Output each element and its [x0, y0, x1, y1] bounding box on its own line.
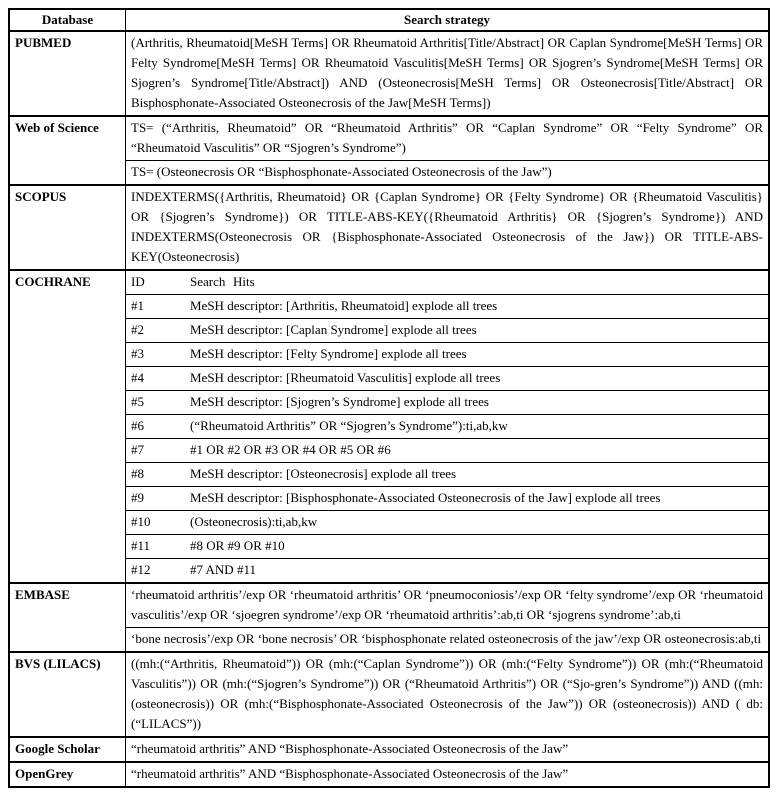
cochrane-search: #8 OR #9 OR #10: [190, 538, 285, 553]
cochrane-cell: [126, 415, 770, 439]
cochrane-search: MeSH descriptor: [Caplan Syndrome] explode all trees: [190, 322, 477, 337]
cochrane-search: MeSH descriptor: [Rheumatoid Vasculitis] explode all trees: [190, 370, 501, 385]
row-cochrane-header: [9, 270, 769, 295]
cochrane-column-header: [126, 270, 770, 295]
cochrane-cell: [126, 487, 770, 511]
cochrane-search: MeSH descriptor: [Arthritis, Rheumatoid] explode all trees: [190, 298, 498, 313]
row-opengrey: [9, 762, 769, 787]
row-bvs-lilacs: [9, 652, 769, 737]
cochrane-cell: [126, 319, 770, 343]
cochrane-cell: [126, 559, 770, 584]
database-web-of-science: Web of Science: [9, 116, 126, 185]
cochrane-search: MeSH descriptor: [Bisphosphonate-Associated Osteonecrosis of the Jaw] explode all trees: [190, 490, 661, 505]
strategy-web-of-science-2: TS= (Osteonecrosis OR “Bisphosphonate-Associated Osteonecrosis of the Jaw”): [126, 161, 770, 186]
cochrane-id: #1: [131, 298, 144, 313]
cochrane-cell: [126, 367, 770, 391]
cochrane-search: MeSH descriptor: [Osteonecrosis] explode all trees: [190, 466, 457, 481]
row-web-of-science: [9, 116, 769, 161]
cochrane-search: #7 AND #11: [190, 562, 256, 577]
strategy-embase-2: ‘bone necrosis’/exp OR ‘bone necrosis’ OR ‘bisphosphonate related osteonecrosis of the jaw’/exp OR osteonecrosis:ab,ti: [126, 628, 770, 653]
cochrane-cell: [126, 439, 770, 463]
cochrane-search: MeSH descriptor: [Felty Syndrome] explode all trees: [190, 346, 467, 361]
cochrane-header-search: Search: [190, 274, 226, 289]
table-header-row: [9, 9, 769, 31]
row-embase: [9, 583, 769, 628]
cochrane-id: #6: [131, 418, 144, 433]
cochrane-header-hits: Hits: [233, 274, 255, 289]
cochrane-header-id: ID: [131, 274, 145, 289]
cochrane-search: (“Rheumatoid Arthritis” OR “Sjogren’s Syndrome”):ti,ab,kw: [190, 418, 508, 433]
search-strategy-table: [8, 8, 770, 788]
cochrane-cell: [126, 343, 770, 367]
strategy-google-scholar: “rheumatoid arthritis” AND “Bisphosphonate-Associated Osteonecrosis of the Jaw”: [126, 737, 770, 762]
cochrane-id: #12: [131, 562, 151, 577]
strategy-pubmed: (Arthritis, Rheumatoid[MeSH Terms] OR Rheumatoid Arthritis[Title/Abstract] OR Caplan Syndrome[MeSH Terms] OR Felty Syndrome[MeSH Terms] OR Rheumatoid Vasculitis[MeSH Terms] OR Sjogren’s Syndrome[MeSH Terms] OR Sjogren’s Syndrome[Title/Abstract]) AND (Osteonecrosis[MeSH Terms] OR Osteonecrosis[Title/Abstract] OR Bisphosphonate-Associated Osteonecrosis of the Jaw[MeSH Terms]): [126, 31, 770, 116]
database-scopus: SCOPUS: [9, 185, 126, 270]
cochrane-cell: [126, 391, 770, 415]
cochrane-id: #7: [131, 442, 144, 457]
strategy-bvs-lilacs: ((mh:(“Arthritis, Rheumatoid”)) OR (mh:(“Caplan Syndrome”)) OR (mh:(“Felty Syndrome”)) OR (mh:(“Rheumatoid Vasculitis”)) OR (mh:(“Sjogren’s Syndrome”)) OR (“Rheumatoid Arthritis”) OR (“Sjo-gren’s Syndrome”)) AND ((mh:(osteonecrosis)) OR (mh:(“Bisphosphonate-Associated Osteonecrosis of the Jaw”)) OR (osteonecrosis)) AND ( db:(“LILACS”)): [126, 652, 770, 737]
header-database: Database: [9, 9, 126, 31]
cochrane-id: #5: [131, 394, 144, 409]
cochrane-id: #11: [131, 538, 151, 553]
header-search-strategy: Search strategy: [126, 9, 770, 31]
cochrane-search: (Osteonecrosis):ti,ab,kw: [190, 514, 318, 529]
cochrane-cell: [126, 463, 770, 487]
row-pubmed: [9, 31, 769, 116]
row-google-scholar: [9, 737, 769, 762]
cochrane-search: MeSH descriptor: [Sjogren’s Syndrome] explode all trees: [190, 394, 489, 409]
row-scopus: [9, 185, 769, 270]
database-pubmed: PUBMED: [9, 31, 126, 116]
database-opengrey: OpenGrey: [9, 762, 126, 787]
cochrane-id: #8: [131, 466, 144, 481]
database-bvs-lilacs: BVS (LILACS): [9, 652, 126, 737]
strategy-web-of-science-1: TS= (“Arthritis, Rheumatoid” OR “Rheumatoid Arthritis” OR “Caplan Syndrome” OR “Felty Syndrome” OR “Rheumatoid Vasculitis” OR “Sjogren’s Syndrome”): [126, 116, 770, 161]
strategy-opengrey: “rheumatoid arthritis” AND “Bisphosphonate-Associated Osteonecrosis of the Jaw”: [126, 762, 770, 787]
cochrane-search: #1 OR #2 OR #3 OR #4 OR #5 OR #6: [190, 442, 391, 457]
cochrane-id: #10: [131, 514, 151, 529]
database-google-scholar: Google Scholar: [9, 737, 126, 762]
database-cochrane: COCHRANE: [9, 270, 126, 583]
database-embase: EMBASE: [9, 583, 126, 652]
cochrane-id: #9: [131, 490, 144, 505]
cochrane-cell: [126, 535, 770, 559]
strategy-scopus: INDEXTERMS({Arthritis, Rheumatoid} OR {Caplan Syndrome} OR {Felty Syndrome} OR {Rheumatoid Vasculitis} OR {Sjogren’s Syndrome}) OR TITLE-ABS-KEY({Rheumatoid Arthritis} OR {Sjogren’s Syndrome}) AND INDEXTERMS(Osteonecrosis OR {Bisphosphonate-Associated Osteonecrosis of the Jaw}) OR TITLE-ABS-KEY(Osteonecrosis): [126, 185, 770, 270]
strategy-embase-1: ‘rheumatoid arthritis’/exp OR ‘rheumatoid arthritis’ OR ‘pneumoconiosis’/exp OR ‘felty syndrome’/exp OR ‘rheumatoid vasculitis’/exp OR ‘sjoegren syndrome’/exp OR ‘rheumatoid arthritis’:ab,ti OR ‘sjogrens syndrome’:ab,ti: [126, 583, 770, 628]
cochrane-cell: [126, 511, 770, 535]
cochrane-id: #4: [131, 370, 144, 385]
cochrane-id: #2: [131, 322, 144, 337]
cochrane-cell: [126, 295, 770, 319]
cochrane-id: #3: [131, 346, 144, 361]
